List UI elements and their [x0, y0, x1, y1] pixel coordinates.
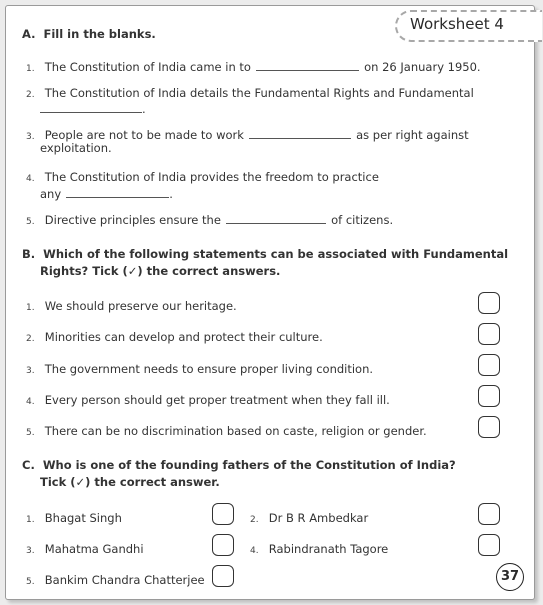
question-a1 [26, 56, 481, 75]
question-number: 5. [26, 217, 35, 227]
answer-blank[interactable] [226, 212, 326, 224]
section-b-heading [22, 247, 508, 261]
question-number: 2. [26, 90, 35, 100]
section-a-title: Fill in the blanks. [43, 27, 156, 41]
answer-blank[interactable] [40, 101, 142, 113]
statement-b2 [26, 326, 323, 345]
option-text: Mahatma Gandhi [44, 542, 144, 556]
question-text: of citizens. [331, 213, 394, 227]
question-text: any [40, 187, 62, 201]
question-text: People are not to be made to work [44, 128, 244, 142]
question-text: . [169, 187, 173, 201]
option-c1 [26, 507, 122, 526]
statement-b1 [26, 295, 237, 314]
tick-box[interactable] [212, 534, 234, 556]
option-number: 4. [250, 546, 259, 556]
tick-box[interactable] [478, 385, 500, 407]
question-a5 [26, 209, 393, 228]
option-c4 [250, 538, 388, 557]
statement-number: 1. [26, 303, 35, 313]
question-text: Directive principles ensure the [44, 213, 221, 227]
question-number: 1. [26, 64, 35, 74]
section-c-heading [22, 458, 456, 472]
section-b-title: Which of the following statements can be associated with Fundamental [43, 247, 509, 261]
statement-text: Every person should get proper treatment when they fall ill. [44, 393, 390, 407]
question-text: exploitation. [40, 141, 112, 155]
section-c-letter: C. [22, 458, 35, 472]
question-text: The Constitution of India details the Fundamental Rights and Fundamental [44, 86, 474, 100]
question-text: as per right against [356, 128, 469, 142]
statement-text: There can be no discrimination based on caste, religion or gender. [44, 424, 427, 438]
answer-blank[interactable] [256, 59, 359, 71]
option-number: 2. [250, 515, 259, 525]
tick-box[interactable] [212, 503, 234, 525]
option-text: Dr B R Ambedkar [268, 511, 369, 525]
section-a-heading [22, 27, 156, 41]
question-number: 4. [26, 174, 35, 184]
tick-box[interactable] [478, 292, 500, 314]
tick-box[interactable] [478, 416, 500, 438]
section-c-instruction: Tick (✓) the correct answer. [40, 475, 220, 489]
option-text: Rabindranath Tagore [268, 542, 389, 556]
option-text: Bhagat Singh [44, 511, 122, 525]
statement-b3 [26, 358, 373, 377]
question-text: . [142, 102, 146, 116]
section-b-instruction: Rights? Tick (✓) the correct answers. [40, 264, 281, 278]
section-b-letter: B. [22, 247, 36, 261]
section-c-title: Who is one of the founding fathers of the Constitution of India? [42, 458, 456, 472]
statement-b4 [26, 389, 390, 408]
statement-number: 3. [26, 366, 35, 376]
answer-blank[interactable] [66, 186, 169, 198]
option-text: Bankim Chandra Chatterjee [44, 573, 205, 587]
option-number: 5. [26, 577, 35, 587]
tick-box[interactable] [478, 354, 500, 376]
tick-box[interactable] [478, 323, 500, 345]
question-text: The Constitution of India provides the freedom to practice [44, 170, 379, 184]
page-number-badge: 37 [496, 563, 524, 591]
question-number: 3. [26, 132, 35, 142]
statement-text: The government needs to ensure proper living condition. [44, 362, 374, 376]
option-c3 [26, 538, 144, 557]
section-a-letter: A. [22, 27, 36, 41]
statement-text: Minorities can develop and protect their culture. [44, 330, 323, 344]
option-number: 1. [26, 515, 35, 525]
statement-text: We should preserve our heritage. [44, 299, 237, 313]
question-text: The Constitution of India came in to [44, 60, 251, 74]
question-text: on 26 January 1950. [364, 60, 481, 74]
statement-b5 [26, 420, 427, 439]
option-c5 [26, 569, 205, 588]
question-a4-line2 [40, 183, 173, 202]
statement-number: 5. [26, 428, 35, 438]
option-number: 3. [26, 546, 35, 556]
statement-number: 4. [26, 397, 35, 407]
statement-number: 2. [26, 334, 35, 344]
tick-box[interactable] [478, 534, 500, 556]
question-a2-line2 [40, 98, 146, 117]
worksheet-title-tab [395, 10, 542, 42]
option-c2 [250, 507, 368, 526]
tick-box[interactable] [212, 565, 234, 587]
tick-box[interactable] [478, 503, 500, 525]
worksheet-title: Worksheet 4 [410, 15, 504, 33]
answer-blank[interactable] [249, 127, 351, 139]
